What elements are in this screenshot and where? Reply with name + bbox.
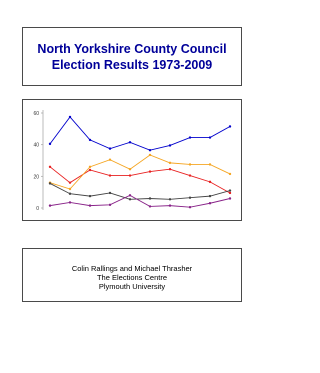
title-line-1: North Yorkshire County Council [37,42,227,56]
series-0-point-5 [149,149,151,151]
series-0-point-9 [229,125,231,127]
series-3-point-6 [169,198,171,200]
series-0-point-3 [109,147,111,149]
series-4-point-0 [49,204,51,206]
series-0-point-6 [169,144,171,146]
series-2-point-4 [129,168,131,170]
chart-box [22,99,242,221]
series-2-point-5 [149,154,151,156]
series-3-point-7 [189,197,191,199]
series-2-point-1 [69,188,71,190]
series-3-point-0 [49,182,51,184]
series-4-point-6 [169,204,171,206]
series-4-point-9 [229,197,231,199]
series-3-point-5 [149,197,151,199]
series-1-point-2 [89,169,91,171]
series-1-point-4 [129,174,131,176]
series-3-point-4 [129,198,131,200]
series-1-point-9 [229,192,231,194]
authors-text: Colin Rallings and Michael Thrasher [71,264,193,273]
series-4-point-7 [189,206,191,208]
y-tick-label-0: 0 [36,206,39,212]
series-0-line [50,117,230,150]
series-3-point-1 [69,193,71,195]
title-line-2: Election Results 1973-2009 [51,58,213,72]
series-2-point-6 [169,162,171,164]
series-1-point-0 [49,166,51,168]
series-0-point-4 [129,141,131,143]
series-0-point-7 [189,136,191,138]
y-tick-label-1: 20 [33,174,39,181]
series-3-point-3 [109,192,111,194]
series-2-point-7 [189,163,191,165]
series-1-line [50,167,230,193]
series-2-line [50,155,230,189]
series-1-point-5 [149,170,151,172]
series-4-point-4 [129,194,131,196]
credits-box [22,248,242,302]
series-4-point-3 [109,204,111,206]
series-1-point-8 [209,181,211,183]
series-1-point-3 [109,174,111,176]
y-tick-label-2: 40 [33,142,39,149]
series-4-point-5 [149,205,151,207]
series-2-point-8 [209,163,211,165]
series-2-point-2 [89,166,91,168]
centre-text: The Elections Centre [96,273,168,282]
university-text: Plymouth University [98,282,166,291]
series-2-point-9 [229,173,231,175]
series-1-point-6 [169,168,171,170]
series-4-point-8 [209,202,211,204]
title-box [22,27,242,86]
series-1-point-1 [69,181,71,183]
series-3-point-2 [89,195,91,197]
series-0-point-0 [49,143,51,145]
election-chart [23,100,241,220]
series-3-point-8 [209,195,211,197]
series-0-point-1 [69,116,71,118]
series-4-point-1 [69,201,71,203]
y-tick-label-3: 60 [33,111,39,117]
series-4-point-2 [89,204,91,206]
series-3-point-9 [229,189,231,191]
series-2-point-3 [109,159,111,161]
series-0-point-2 [89,139,91,141]
series-0-point-8 [209,136,211,138]
series-3-line [50,183,230,199]
series-1-point-7 [189,174,191,176]
